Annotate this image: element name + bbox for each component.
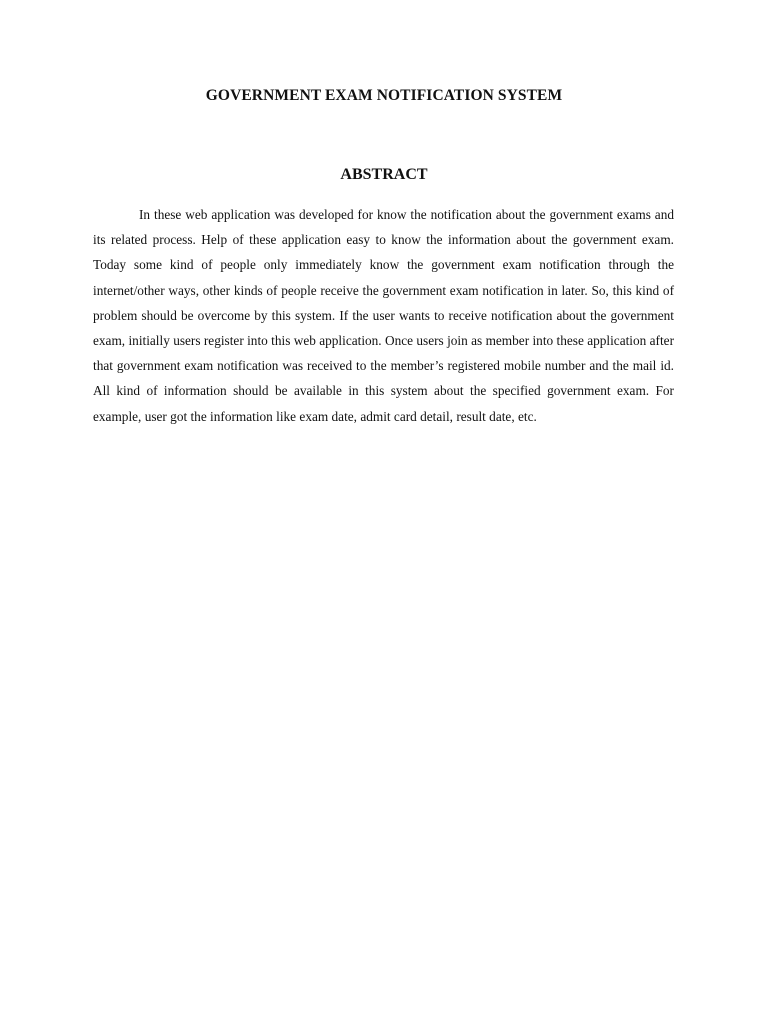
abstract-heading: ABSTRACT	[340, 166, 428, 183]
document-title: GOVERNMENT EXAM NOTIFICATION SYSTEM	[205, 87, 563, 104]
abstract-paragraph: In these web application was developed for know the notification about the government exams and its related process. Help of these application easy to know the information about the government exam. Today some kind of people only immediately know the government exam notification through the internet/other ways, other kinds of people receive the government exam notification in later. So, this kind of problem should be overcome by this system. If the user wants to receive notification about the government exam, initially users register into this web application. Once users join as member into these application after that government exam notification was received to the member’s registered mobile number and the mail id. All kind of information should be available in this system about the specified government exam. For example, user got the information like exam date, admit card detail, result date, etc.	[93, 207, 674, 424]
